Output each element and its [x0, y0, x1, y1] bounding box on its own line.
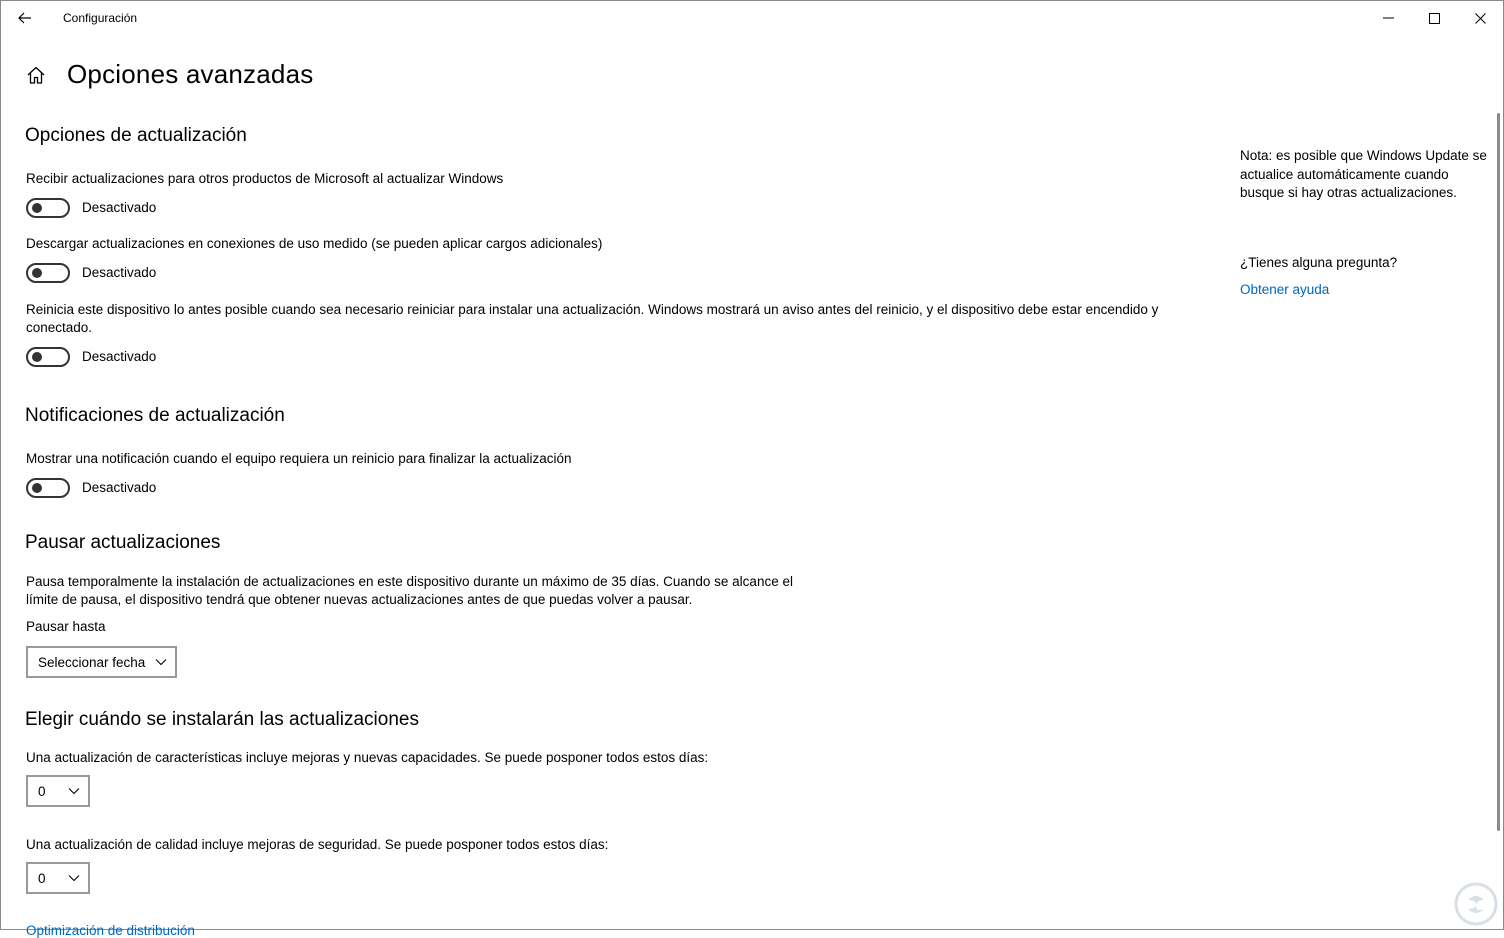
toggle-state-label: Desactivado [82, 480, 157, 495]
feature-defer-label: Una actualización de características incluye mejoras y nuevas capacidades. Se puede posponer todos estos días: [26, 750, 709, 765]
toggle-state-label: Desactivado [82, 265, 157, 280]
delivery-optimization-link[interactable]: Optimización de distribución [26, 923, 195, 938]
toggle-knob [32, 268, 42, 278]
quality-defer-label: Una actualización de calidad incluye mejoras de seguridad. Se puede posponer todos estos días: [26, 837, 609, 852]
feature-defer-select[interactable] [26, 775, 90, 807]
quality-defer-select[interactable] [26, 862, 90, 894]
pause-until-label: Pausar hasta [26, 619, 106, 634]
pause-heading: Pausar actualizaciones [25, 532, 221, 553]
close-icon [1475, 13, 1486, 24]
back-button[interactable] [9, 4, 41, 32]
side-note: Nota: es posible que Windows Update se actualice automáticamente cuando busque si hay otras actualizaciones. [1240, 148, 1487, 200]
pause-date-select-value: Seleccionar fecha [38, 654, 146, 670]
defer-heading: Elegir cuándo se instalarán las actualizaciones [25, 709, 419, 730]
quality-defer-select-value: 0 [38, 870, 46, 886]
home-button[interactable] [23, 63, 49, 87]
minimize-button[interactable] [1365, 1, 1411, 35]
watermark-logo-icon [1451, 879, 1501, 929]
option-label-metered: Descargar actualizaciones en conexiones de uso medido (se pueden aplicar cargos adicionales) [26, 236, 603, 251]
chevron-down-icon [68, 873, 80, 883]
maximize-button[interactable] [1411, 1, 1457, 35]
pause-description: Pausa temporalmente la instalación de actualizaciones en este dispositivo durante un máximo de 35 días. Cuando se alcance el límite de pausa, el dispositivo tendrá que obtener nuevas actualizaciones antes de que puedas volver a pausar. [26, 574, 793, 607]
toggle-restart[interactable] [26, 347, 70, 367]
maximize-icon [1429, 13, 1440, 24]
back-arrow-icon [18, 12, 32, 24]
side-question: ¿Tienes alguna pregunta? [1240, 255, 1398, 270]
chevron-down-icon [155, 657, 167, 667]
toggle-knob [32, 203, 42, 213]
app-title: Configuración [63, 11, 138, 25]
minimize-icon [1383, 17, 1394, 19]
toggle-metered[interactable] [26, 263, 70, 283]
feature-defer-select-value: 0 [38, 783, 46, 799]
chevron-down-icon [68, 786, 80, 796]
toggle-state-label: Desactivado [82, 349, 157, 364]
toggle-other-products[interactable] [26, 198, 70, 218]
notifications-heading: Notificaciones de actualización [25, 405, 285, 426]
home-icon [26, 66, 46, 84]
option-label-restart: Reinicia este dispositivo lo antes posible cuando sea necesario reiniciar para instalar una actualización. Windows mostrará un aviso antes del reinicio, y el dispositivo debe estar encendido y conectado. [26, 302, 1159, 335]
title-bar [1, 1, 1503, 35]
close-button[interactable] [1457, 1, 1503, 35]
toggle-restart-notification[interactable] [26, 478, 70, 498]
toggle-knob [32, 352, 42, 362]
page-title: Opciones avanzadas [67, 59, 314, 89]
toggle-state-label: Desactivado [82, 200, 157, 215]
option-label-restart-notification: Mostrar una notificación cuando el equipo requiera un reinicio para finalizar la actualización [26, 451, 572, 466]
update-options-heading: Opciones de actualización [25, 125, 247, 146]
option-label-other-products: Recibir actualizaciones para otros productos de Microsoft al actualizar Windows [26, 171, 504, 186]
get-help-link[interactable]: Obtener ayuda [1240, 282, 1330, 297]
toggle-knob [32, 483, 42, 493]
scrollbar[interactable] [1497, 113, 1500, 831]
pause-date-select[interactable] [26, 646, 177, 678]
